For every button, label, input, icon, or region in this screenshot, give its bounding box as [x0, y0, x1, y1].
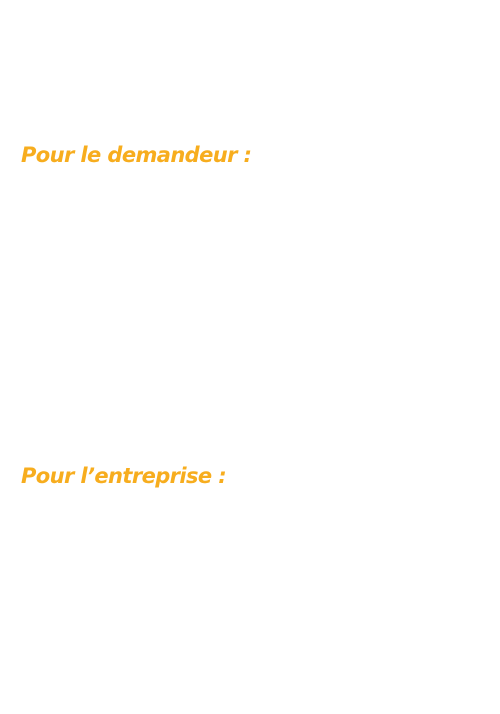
section-heading-entreprise: Pour l’entreprise : [21, 464, 227, 488]
section-heading-demandeur: Pour le demandeur : [21, 143, 252, 167]
